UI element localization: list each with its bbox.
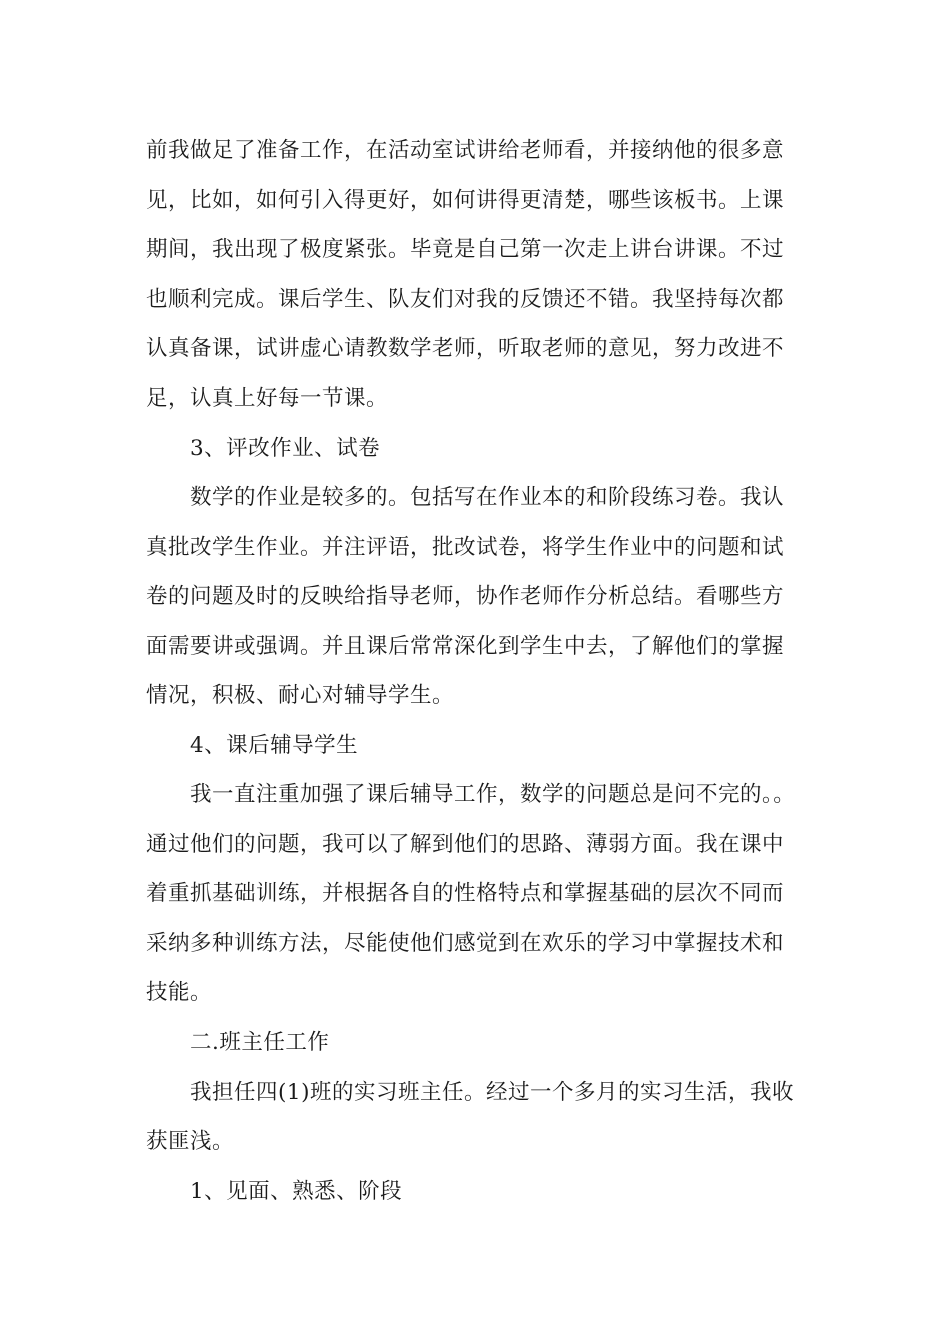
section-heading: 3、评改作业、试卷 xyxy=(190,436,381,461)
section-heading: 1、见面、熟悉、阶段 xyxy=(190,1179,403,1204)
text-line: 情况，积极、耐心对辅导学生。 xyxy=(146,683,455,708)
text-line: 认真备课，试讲虚心请教数学老师，听取老师的意见，努力改进不 xyxy=(146,336,785,361)
text-line: 期间，我出现了极度紧张。毕竟是自己第一次走上讲台讲课。不过 xyxy=(146,237,785,262)
text-line: 卷的问题及时的反映给指导老师，协作老师作分析总结。看哪些方 xyxy=(146,584,785,609)
section-heading: 4、课后辅导学生 xyxy=(190,733,359,758)
text-line: 前我做足了准备工作，在活动室试讲给老师看，并接纳他的很多意 xyxy=(146,138,785,163)
text-line: 着重抓基础训练，并根据各自的性格特点和掌握基础的层次不同而 xyxy=(146,881,785,906)
text-line: 也顺利完成。课后学生、队友们对我的反馈还不错。我坚持每次都 xyxy=(146,287,785,312)
section-heading: 二.班主任工作 xyxy=(190,1030,330,1055)
text-line: 技能。 xyxy=(146,980,213,1005)
text-line: 足，认真上好每一节课。 xyxy=(146,386,389,411)
text-line: 通过他们的问题，我可以了解到他们的思路、薄弱方面。我在课中 xyxy=(146,832,785,857)
text-line: 采纳多种训练方法，尽能使他们感觉到在欢乐的学习中掌握技术和 xyxy=(146,931,785,956)
text-line: 真批改学生作业。并注评语，批改试卷，将学生作业中的问题和试 xyxy=(146,535,785,560)
text-line: 获匪浅。 xyxy=(146,1129,235,1154)
paragraph-first-line: 数学的作业是较多的。包括写在作业本的和阶段练习卷。我认 xyxy=(190,485,785,510)
paragraph-first-line: 我一直注重加强了课后辅导工作，数学的问题总是问不完的。。 xyxy=(190,782,796,807)
text-line: 面需要讲或强调。并且课后常常深化到学生中去，了解他们的掌握 xyxy=(146,634,785,659)
paragraph-first-line: 我担任四(1)班的实习班主任。经过一个多月的实习生活，我收 xyxy=(190,1080,794,1105)
text-line: 见，比如，如何引入得更好，如何讲得更清楚，哪些该板书。上课 xyxy=(146,188,785,213)
